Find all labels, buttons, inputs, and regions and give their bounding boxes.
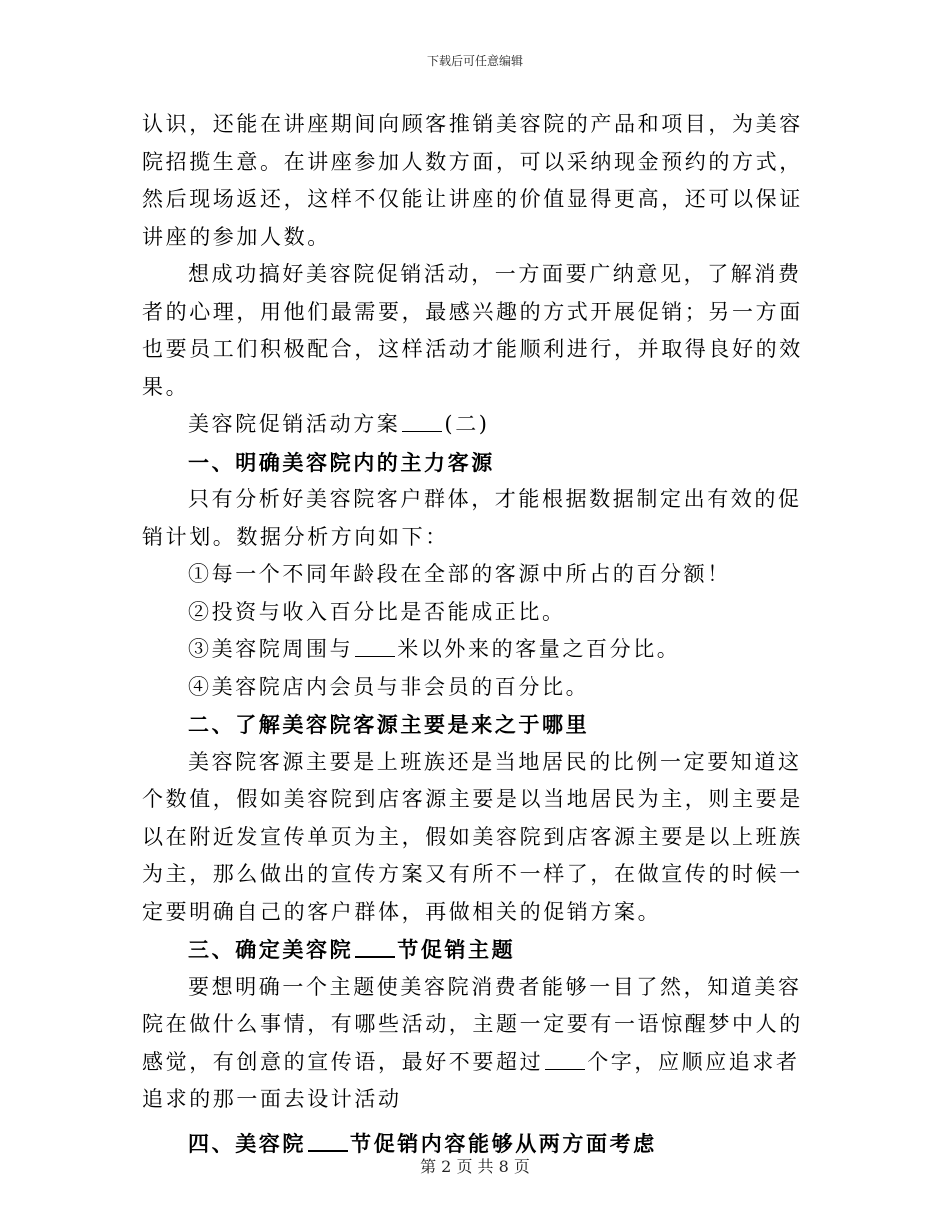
- list-item-4: ④美容院店内会员与非会员的百分比。: [188, 674, 590, 699]
- blank-line: [355, 638, 395, 657]
- paragraph-theme-text-a: 要想明确一个主题使美容院消费者能够一目了然，知道美容院在做什么事情，有哪些活动，主题一定要有一语惊醒梦中人的感觉，有创意的宣传语，最好不要超过: [142, 974, 803, 1074]
- section-title-suffix: (二): [444, 412, 490, 436]
- page-header: 下载后可任意编辑: [426, 54, 523, 68]
- heading-3-text-b: 节促销主题: [397, 937, 516, 962]
- blank-line: [402, 413, 442, 432]
- list-item-3-text-a: ③美容院周围与: [188, 637, 354, 661]
- paragraph-analysis: 只有分析好美容院客户群体，才能根据数据制定出有效的促销计划。数据分析方向如下：: [142, 487, 802, 549]
- page-footer: 第 2 页 共 8 页: [420, 1157, 530, 1176]
- heading-4-text-a: 四、美容院: [188, 1130, 306, 1156]
- heading-2: 二、了解美容院客源主要是来之于哪里: [188, 712, 590, 737]
- heading-3-text-a: 三、确定美容院: [188, 937, 354, 962]
- list-item-1: ①每一个不同年龄段在全部的客源中所占的百分额！: [188, 562, 731, 586]
- paragraph-theme-text-b: 个字，应顺应追求者追求的那一面去设计活动: [142, 1049, 800, 1111]
- blank-line: [355, 938, 395, 958]
- blank-line: [308, 1132, 348, 1152]
- list-item-3-text-b: 米以外来的客量之百分比。: [397, 637, 681, 661]
- list-item-3: [142, 631, 810, 669]
- blank-line: [545, 1051, 585, 1070]
- heading-1: 一、明确美容院内的主力客源: [188, 449, 495, 475]
- list-item-2: ②投资与收入百分比是否能成正比。: [188, 599, 566, 624]
- paragraph-theme: [142, 969, 810, 1119]
- document-body: [142, 106, 810, 1162]
- paragraph-summary: 想成功搞好美容院促销活动，一方面要广纳意见，了解消费者的心理，用他们最需要，最感兴趣的方式开展促销；另一方面也要员工们积极配合，这样活动才能顺利进行，并取得良好的效果。: [142, 262, 803, 399]
- heading-4-text-b: 节促销内容能够从两方面考虑: [350, 1130, 657, 1156]
- paragraph-continuation: 认识，还能在讲座期间向顾客推销美容院的产品和项目，为美容院招揽生意。在讲座参加人数方面，可以采纳现金预约的方式，然后现场返还，这样不仅能让讲座的价值显得更高，还可以保证讲座的参加人数。: [142, 112, 803, 249]
- paragraph-customer-source: 美容院客源主要是上班族还是当地居民的比例一定要知道这个数值，假如美容院到店客源主要是以当地居民为主，则主要是以在附近发宣传单页为主，假如美容院到店客源主要是以上班族为主，那么做出的宣传方案又有所不一样了，在做宣传的时候一定要明确自己的客户群体，再做相关的促销方案。: [142, 749, 803, 924]
- section-title-text: 美容院促销活动方案: [188, 412, 401, 436]
- section-title: [142, 406, 810, 444]
- heading-3: [142, 931, 810, 969]
